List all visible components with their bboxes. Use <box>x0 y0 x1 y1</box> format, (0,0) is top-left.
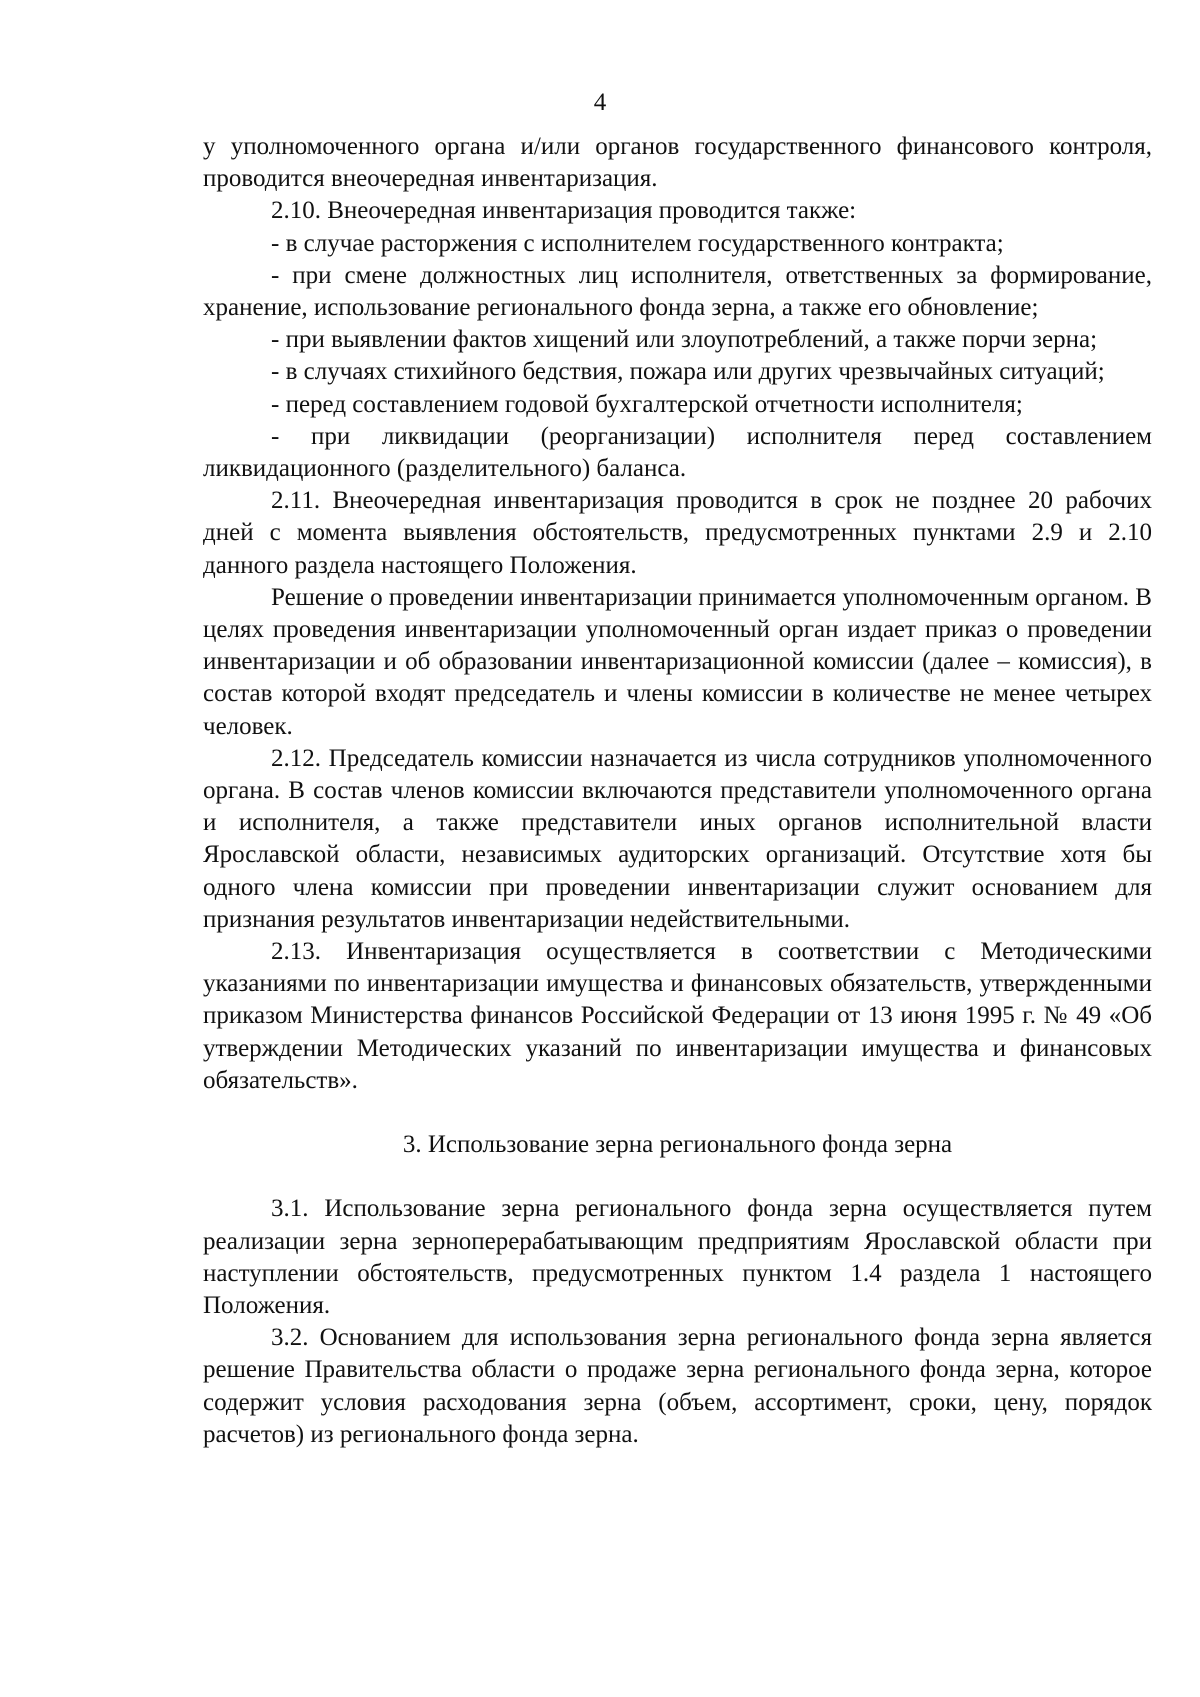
paragraph: Решение о проведении инвентаризации принимается уполномоченным органом. В целях проведения инвентаризации уполномоченный орган издает приказ о проведении инвентаризации и об образовании инвентаризационной комиссии (далее – комиссия), в состав которой входят председатель и члены комиссии в количестве не менее четырех человек. <box>203 583 1152 740</box>
list-item: - при выявлении фактов хищений или злоупотреблений, а также порчи зерна; <box>271 326 1098 354</box>
list-item: - при смене должностных лиц исполнителя, ответственных за формирование, хранение, использование регионального фонда зерна, а также его обновление; <box>203 261 1152 322</box>
document-body <box>203 131 1152 1451</box>
section-heading: 3. Использование зерна регионального фонда зерна <box>402 1131 953 1159</box>
list-item: - в случае расторжения с исполнителем государственного контракта; <box>271 229 1004 257</box>
paragraph: 2.13. Инвентаризация осуществляется в соответствии с Методическими указаниями по инвентаризации имущества и финансовых обязательств, утвержденными приказом Министерства финансов Российской Федерации от 13 июня 1995 г. № 49 «Об утверждении Методических указаний по инвентаризации имущества и финансовых обязательств». <box>203 938 1152 1094</box>
paragraph: 2.12. Председатель комиссии назначается из числа сотрудников уполномоченного органа. В состав членов комиссии включаются представители уполномоченного органа и исполнителя, а также представители иных органов исполнительной власти Ярославской области, независимых аудиторских организаций. Отсутствие хотя бы одного члена комиссии при проведении инвентаризации служит основанием для признания результатов инвентаризации недействительными. <box>203 744 1152 933</box>
paragraph: 3.1. Использование зерна регионального фонда зерна осуществляется путем реализации зерна зерноперерабатывающим предприятиям Ярославской области при наступлении обстоятельств, предусмотренных пунктом 1.4 раздела 1 настоящего Положения. <box>203 1195 1152 1319</box>
list-item: - в случаях стихийного бедствия, пожара или других чрезвычайных ситуаций; <box>271 358 1105 386</box>
paragraph: 2.10. Внеочередная инвентаризация проводится также: <box>271 197 857 225</box>
paragraph: у уполномоченного органа и/или органов государственного финансового контроля, проводится внеочередная инвентаризация. <box>203 133 1152 193</box>
list-item: - перед составлением годовой бухгалтерской отчетности исполнителя; <box>271 390 1023 418</box>
page-number: 4 <box>593 89 607 116</box>
paragraph: 3.2. Основанием для использования зерна регионального фонда зерна является решение Правительства области о продаже зерна регионального фонда зерна, которое содержит условия расходования зерна (объем, ассортимент, сроки, цену, порядок расчетов) из регионального фонда зерна. <box>203 1324 1152 1448</box>
paragraph: 2.11. Внеочередная инвентаризация проводится в срок не позднее 20 рабочих дней с момента выявления обстоятельств, предусмотренных пунктами 2.9 и 2.10 данного раздела настоящего Положения. <box>203 487 1152 579</box>
list-item: - при ликвидации (реорганизации) исполнителя перед составлением ликвидационного (разделительного) баланса. <box>203 422 1152 483</box>
